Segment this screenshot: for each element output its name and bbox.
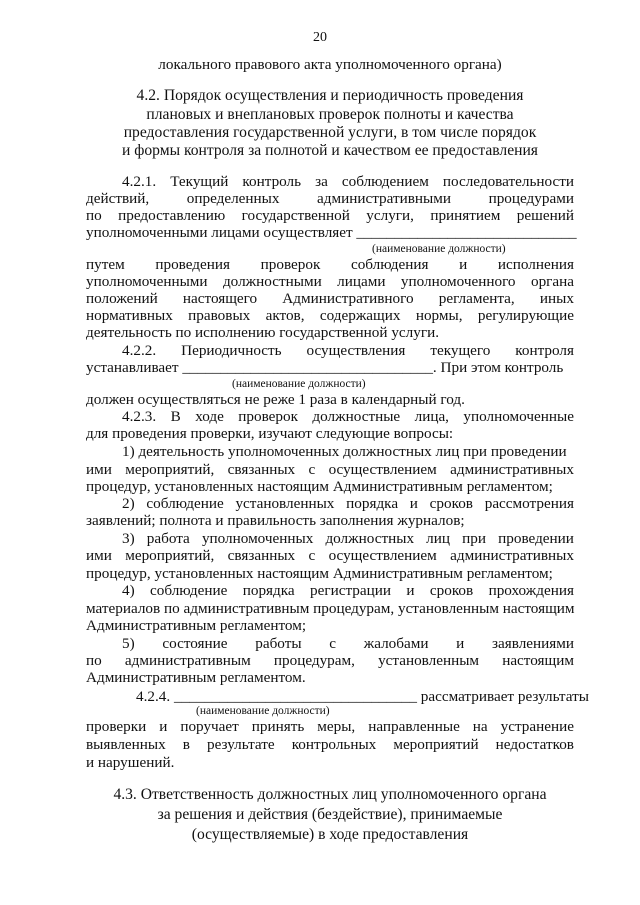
paragraph-line: 4.2.1. Текущий контроль за соблюдением последовательности xyxy=(122,173,574,190)
paragraph-line: для проведения проверки, изучают следующие вопросы: xyxy=(86,425,454,442)
section-title-line: плановых и внеплановых проверок полноты и качества xyxy=(146,106,514,123)
list-item-line: 4) соблюдение порядка регистрации и сроков прохождения xyxy=(122,582,574,599)
paragraph-line: проверки и поручает принять меры, направленные на устранение xyxy=(86,718,574,735)
list-item-line: материалов по административным процедурам, установленным настоящим xyxy=(86,600,575,617)
paragraph-line: выявленных в результате контрольных мероприятий недостатков xyxy=(86,736,574,753)
paragraph-line: уполномоченными лицами осуществляет _____________________________ xyxy=(86,224,577,241)
paragraph-line: по предоставлению государственной услуги, принятием решений xyxy=(86,207,574,224)
position-caption: (наименование должности) xyxy=(232,378,366,390)
section-title-line: за решения и действия (бездействие), принимаемые xyxy=(157,806,503,823)
list-item-line: процедур, установленных настоящим Административным регламентом; xyxy=(86,478,553,495)
section-title-line: (осуществляемые) в ходе предоставления xyxy=(191,826,469,843)
list-item-line: заявлений; полнота и правильность заполнения журналов; xyxy=(86,512,465,529)
section-title-line: предоставления государственной услуги, в том числе порядок xyxy=(123,124,537,141)
list-item-line: 1) деятельность уполномоченных должностных лиц при проведении xyxy=(122,443,567,460)
list-item-line: Административным регламентом. xyxy=(86,669,306,686)
section-title-line: и формы контроля за полнотой и качеством ее предоставления xyxy=(122,142,538,159)
section-title-line: 4.2. Порядок осуществления и периодичность проведения xyxy=(136,87,524,104)
section-title-line: 4.3. Ответственность должностных лиц уполномоченного органа xyxy=(113,786,547,803)
list-item-line: 3) работа уполномоченных должностных лиц при проведении xyxy=(122,530,574,547)
list-item-line: ими мероприятий, связанных с осуществлением административных xyxy=(86,547,574,564)
list-item-line: Административным регламентом; xyxy=(86,617,307,634)
page-number: 20 xyxy=(313,30,327,45)
list-item-line: ими мероприятий, связанных с осуществлением административных xyxy=(86,461,574,478)
paragraph-line: путем проведения проверок соблюдения и исполнения xyxy=(86,256,574,273)
paragraph-line: положений настоящего Административного регламента, иных xyxy=(86,290,574,307)
paragraph-line: действий, определенных административными процедурами xyxy=(86,190,574,207)
list-item-line: по административным процедурам, установленным настоящим xyxy=(86,652,574,669)
paragraph-line: 4.2.4. ________________________________ рассматривает результаты xyxy=(136,688,589,705)
position-caption: (наименование должности) xyxy=(372,243,506,255)
paragraph-line: 4.2.2. Периодичность осуществления текущего контроля xyxy=(122,342,574,359)
paragraph-line: нормативных правовых актов, содержащих нормы, регулирующие xyxy=(86,307,574,324)
paragraph-line: устанавливает _________________________________. При этом контроль xyxy=(86,359,564,376)
list-item-line: 5) состояние работы с жалобами и заявлениями xyxy=(122,635,574,652)
paragraph-line: деятельность по исполнению государственной услуги. xyxy=(86,324,439,341)
paragraph-line: уполномоченными должностными лицами уполномоченного органа xyxy=(86,273,574,290)
paragraph-line: 4.2.3. В ходе проверок должностные лица, уполномоченные xyxy=(122,408,574,425)
list-item-line: 2) соблюдение установленных порядка и сроков рассмотрения xyxy=(122,495,574,512)
list-item-line: процедур, установленных настоящим Административным регламентом; xyxy=(86,565,553,582)
paragraph-line: должен осуществляться не реже 1 раза в календарный год. xyxy=(86,391,465,408)
position-caption: (наименование должности) xyxy=(196,705,330,717)
paragraph-line: и нарушений. xyxy=(86,754,175,771)
continuation-line: локального правового акта уполномоченного органа) xyxy=(158,56,502,73)
